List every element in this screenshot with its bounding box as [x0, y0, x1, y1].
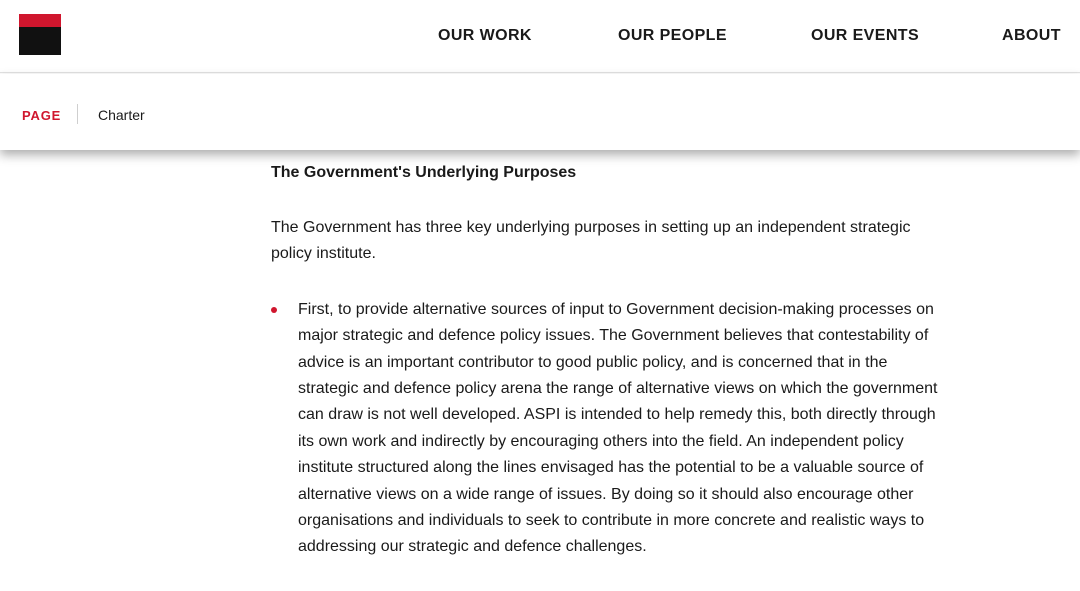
bullet-dot-icon [271, 307, 277, 313]
intro-paragraph: The Government has three key underlying purposes in setting up an independent strategic policy institute. [271, 219, 911, 263]
nav-about[interactable]: ABOUT [1002, 27, 1061, 44]
purposes-list [271, 297, 951, 561]
list-item [271, 297, 943, 561]
site-logo-icon[interactable] [19, 14, 61, 55]
logo-black-block [19, 27, 61, 55]
breadcrumb-divider [77, 104, 78, 124]
article-content [271, 158, 951, 561]
nav-our-events[interactable]: OUR EVENTS [811, 27, 920, 44]
breadcrumb-page-link[interactable]: PAGE [22, 108, 62, 123]
site-header [0, 0, 1080, 73]
list-item-text: First, to provide alternative sources of input to Government decision-making processes on major strategic and defence policy issues. The Government believes that contestability of advice is an important contributor to good public policy, and is concerned that in the strategic and defence policy arena the range of alternative views on which the government can draw is not well developed. ASPI is intended to help remedy this, both directly through its own work and indirectly by encouraging others into the field. An independent policy institute structured along the lines envisaged has the potential to be a valuable source of alternative views on a wide range of issues. By doing so it should also encourage other organisations and individuals to seek to contribute in more concrete and realistic ways to addressing our strategic and defence challenges. [298, 300, 938, 556]
section-heading: The Government's Underlying Purposes [271, 164, 577, 181]
breadcrumb-bar [0, 74, 1080, 150]
breadcrumb-current: Charter [98, 107, 145, 123]
nav-our-work[interactable]: OUR WORK [438, 27, 532, 44]
nav-our-people[interactable]: OUR PEOPLE [618, 27, 727, 44]
logo-red-bar [19, 14, 61, 27]
